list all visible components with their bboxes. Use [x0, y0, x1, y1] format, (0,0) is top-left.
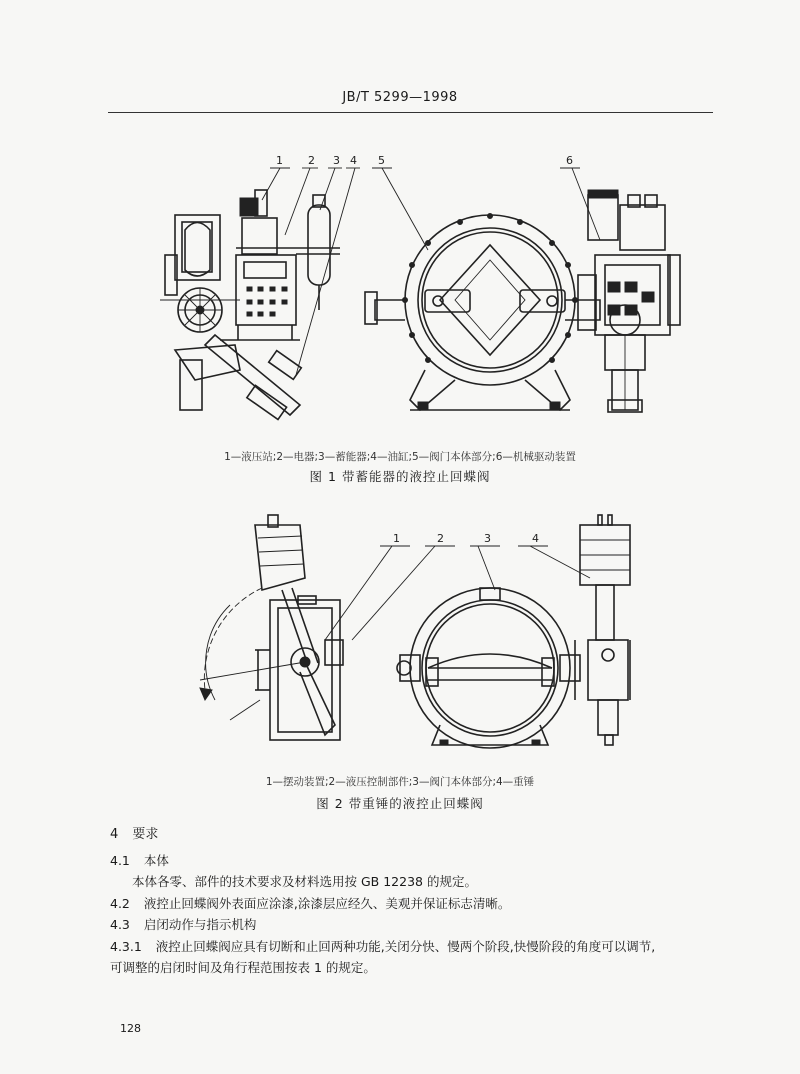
- section-4-1-title: 本体: [143, 853, 169, 868]
- fig2-valve-front: [397, 588, 580, 748]
- fig1-valve-body-front: [365, 214, 600, 411]
- fig1-leader-4: 4: [350, 154, 357, 167]
- page-number: 128: [120, 1022, 141, 1035]
- section-4-1-number: 4.1: [110, 853, 130, 868]
- section-4-2-text: 液控止回蝶阀外表面应涂漆,涂漆层应经久、美观并保证标志清晰。: [143, 896, 511, 911]
- section-4-2-paragraph: [110, 893, 510, 914]
- fig1-leader-6: 6: [566, 154, 573, 167]
- fig2-leader-4: 4: [532, 532, 539, 545]
- fig1-leader-3: 3: [333, 154, 340, 167]
- section-4-3-1-line1: 液控止回蝶阀应具有切断和止回两种功能,关闭分快、慢两个阶段,快慢阶段的角度可以调节,: [155, 939, 656, 954]
- fig2-leader-3: 3: [484, 532, 491, 545]
- fig1-left-view: [160, 190, 340, 419]
- figure-2-legend: 1—摆动装置;2—液压控制部件;3—阀门本体部分;4—重锤: [265, 776, 535, 788]
- section-4-3-title: 启闭动作与指示机构: [143, 917, 257, 932]
- fig2-leader-lines: [325, 546, 590, 640]
- fig1-leader-5: 5: [378, 154, 385, 167]
- fig2-leader-1: 1: [393, 532, 400, 545]
- fig2-leader-2: 2: [437, 532, 444, 545]
- section-4-3-number: 4.3: [110, 917, 130, 932]
- figure-1-legend: 1—液压站;2—电器;3—蓄能器;4—油缸;5—阀门本体部分;6—机械驱动装置: [224, 451, 576, 463]
- section-4-heading: [110, 823, 158, 842]
- section-4-1-heading: [110, 850, 169, 871]
- fig1-leader-2: 2: [308, 154, 315, 167]
- figure-2-caption: 图 2 带重锤的液控止回蝶阀: [316, 796, 484, 811]
- fig2-weight-arm: [575, 515, 630, 745]
- standard-code-header: JB/T 5299—1998: [342, 90, 458, 105]
- section-4-3-1-paragraph: [110, 936, 655, 957]
- fig2-left-view: [200, 515, 343, 740]
- section-4-2-number: 4.2: [110, 896, 130, 911]
- fig1-leader-1: 1: [276, 154, 283, 167]
- section-4-number: 4: [110, 827, 119, 842]
- figure-1-caption: 图 1 带蓄能器的液控止回蝶阀: [309, 469, 491, 484]
- section-4-3-heading: [110, 914, 256, 935]
- section-4-1-text: 本体各零、部件的技术要求及材料选用按 GB 12238 的规定。: [132, 874, 477, 889]
- section-4-3-1-number: 4.3.1: [110, 939, 142, 954]
- section-4-3-1-line2: 可调整的启闭时间及角行程范围按表 1 的规定。: [110, 960, 376, 975]
- section-4-title: 要求: [132, 827, 159, 842]
